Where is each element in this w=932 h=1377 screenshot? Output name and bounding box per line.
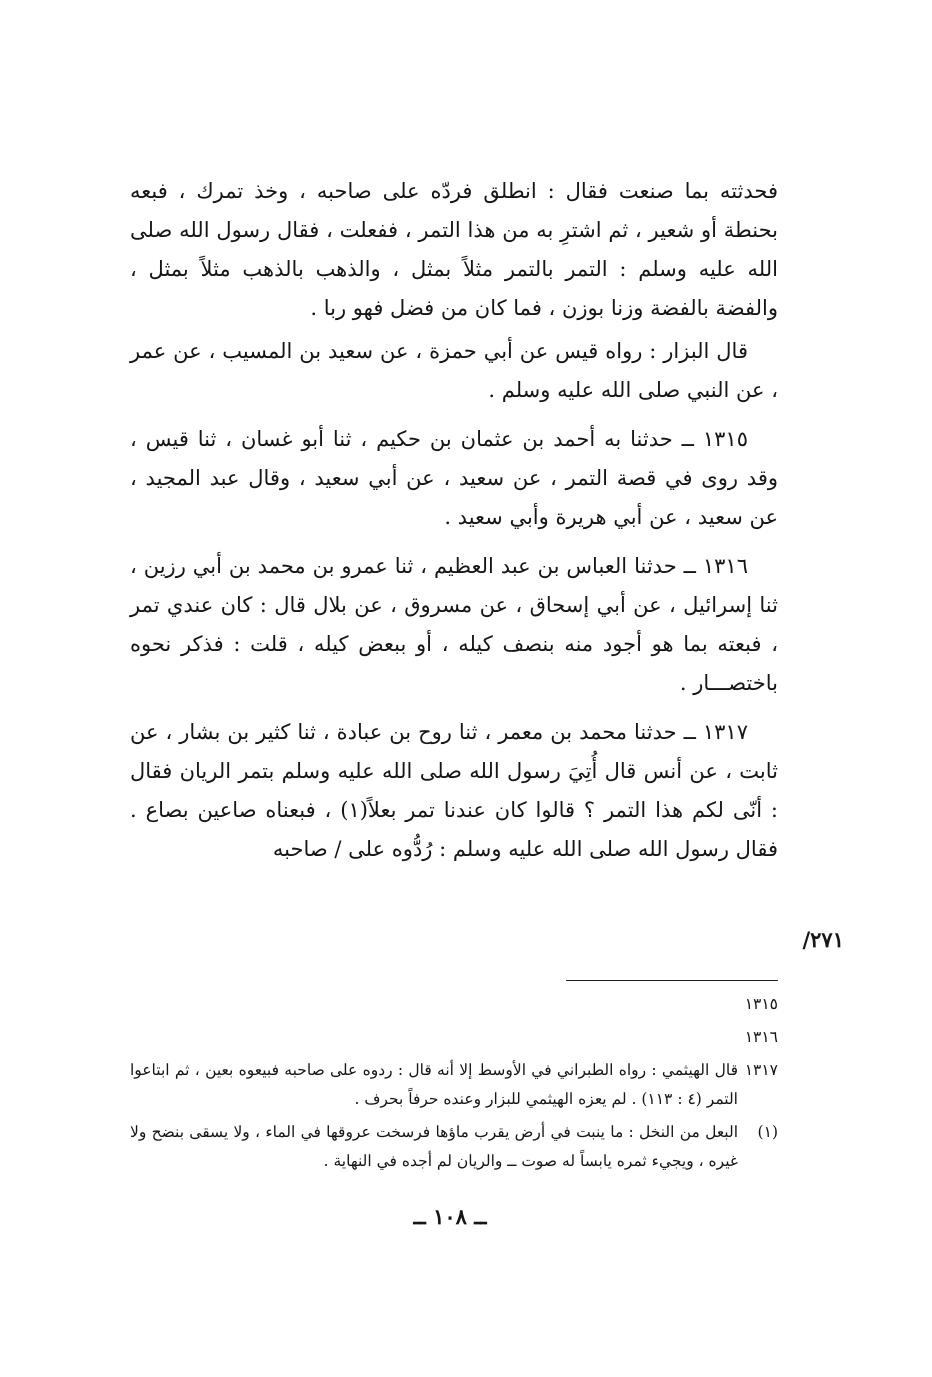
footnote-number: ١٣١٥: [744, 995, 778, 1013]
manuscript-folio-marker: ٢٧١/: [802, 927, 844, 952]
paragraph-continuation: فحدثته بما صنعت فقال : انطلق فردّه على صاحبه ، وخذ تمرك ، فبعه بحنطة أو شعير ، ثم اشترِ به من هذا التمر ، ففعلت ، فقال رسول الله صلى الله عليه وسلم : التمر بالتمر مثلاً بمثل ، والذهب بالذهب مثلاً بمثل ، والفضة بالفضة وزنا بوزن ، فما كان من فضل فهو ربا .: [130, 179, 778, 320]
footnote-1316: [130, 1023, 778, 1052]
hadith-1317: ١٣١٧ ــ حدثنا محمد بن معمر ، ثنا روح بن عبادة ، ثنا كثير بن بشار ، عن ثابت ، عن أنس قال أُتِيَ رسول الله صلى الله عليه وسلم بتمر الريان فقال : أنّى لكم هذا التمر ؟ قالوا كان عندنا تمر بعلاً(١) ، فبعناه صاعين بصاع . فقال رسول الله صلى الله عليه وسلم : رُدُّوه على / صاحبه: [130, 720, 778, 861]
hadith-1315: ١٣١٥ ــ حدثنا به أحمد بن عثمان بن حكيم ، ثنا أبو غسان ، ثنا قيس ، وقد روى في قصة التمر ، عن سعيد ، عن أبي سعيد ، وقال عبد المجيد ، عن سعيد ، عن أبي هريرة وأبي سعيد .: [130, 427, 778, 529]
paragraph-bazzar-note: قال البزار : رواه قيس عن أبي حمزة ، عن سعيد بن المسيب ، عن عمر ، عن النبي صلى الله عليه وسلم .: [130, 339, 778, 402]
footnotes: [130, 990, 778, 1180]
footnote-1315: [130, 990, 778, 1019]
footnote-text: قال الهيثمي : رواه الطبراني في الأوسط إلا أنه قال : ردوه على صاحبه فبيعوه بعين ، ثم ابتاعوا التمر (٤ : ١١٣) . لم يعزه الهيثمي للبزار وعنده حرفاً بحرف .: [130, 1061, 738, 1108]
footnote-text: البعل من النخل : ما ينبت في أرض يقرب ماؤها فرسخت عروقها في الماء ، ولا يسقى بنضح ولا غيره ، ويجيء ثمره يابساً له صوت ــ والريان لم أجده في النهاية .: [130, 1123, 738, 1170]
footnote-separator: [566, 980, 778, 981]
footnote-1: [130, 1118, 778, 1176]
hadith-1316: ١٣١٦ ــ حدثنا العباس بن عبد العظيم ، ثنا عمرو بن محمد بن أبي رزين ، ثنا إسرائيل ، عن أبي إسحاق ، عن مسروق ، عن بلال قال : كان عندي تمر ، فبعته بما هو أجود منه بنصف كيله ، أو ببعض كيله ، قلت : فذكر نحوه باختصـــار .: [130, 554, 778, 695]
main-text: [130, 172, 778, 869]
footnote-number: ١٣١٧: [744, 1061, 778, 1079]
footnote-1317: [130, 1056, 778, 1114]
footnote-number: ١٣١٦: [744, 1028, 778, 1046]
footnote-number: (١): [757, 1123, 778, 1141]
page-number: ــ ١٠٨ ــ: [413, 1204, 487, 1229]
